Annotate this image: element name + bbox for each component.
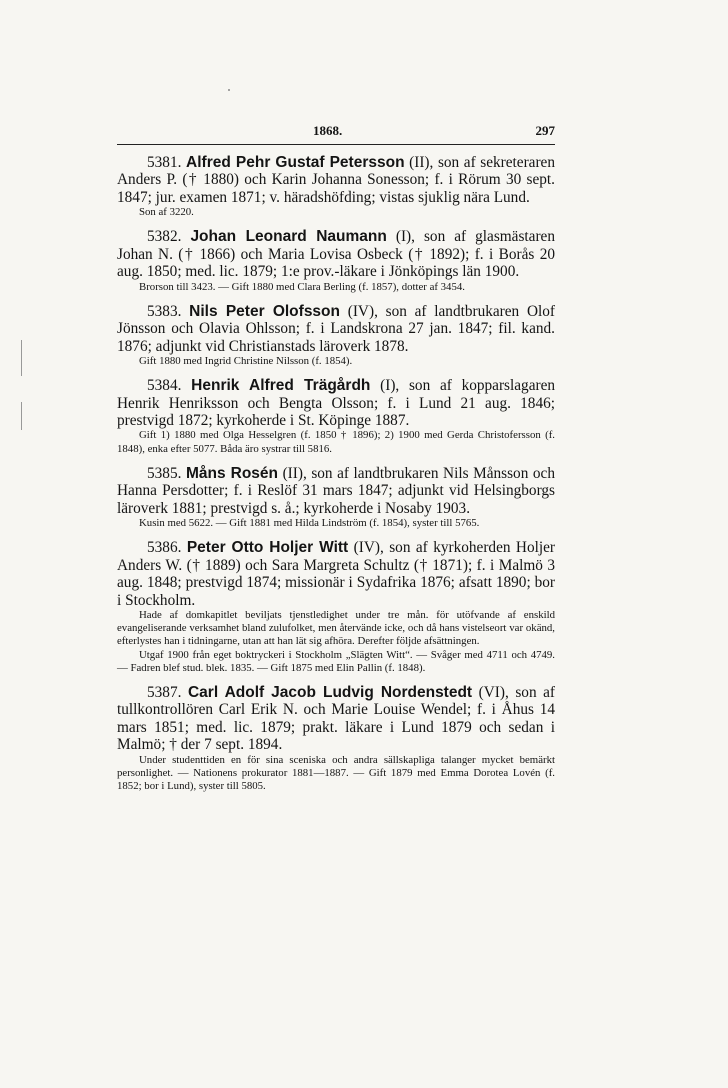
entry-note: Under studenttiden en för sina sceniska och andra sällskapliga talanger mycket bemärkt personlighet. — Nationens prokurator 1881—1887. — Gift 1879 med Emma Dorotea Lovén (f. 1852; bor i Lund), syster till 5805. [117, 753, 555, 792]
page [117, 122, 555, 793]
margin-mark [21, 402, 22, 430]
entry-body: (II), son af sekreteraren Anders P. († 1880) och Karin Johanna Sonesson; f. i Rörum 30 sept. 1847; jur. examen 1871; v. häradshöfding; vistas sjuklig nära Lund. [117, 154, 555, 206]
header-year: 1868. [313, 123, 343, 138]
entry-number: 5382. [147, 228, 182, 246]
entry [117, 684, 555, 793]
entry-text [117, 539, 555, 609]
entry-name: Måns Rosén [185, 464, 279, 482]
entry-number: 5385. [147, 464, 182, 482]
entry-note: Gift 1) 1880 med Olga Hesselgren (f. 1850 † 1896); 2) 1900 med Gerda Christofersson (f. 1848), enka efter 5077. Båda äro systrar till 5816. [117, 429, 555, 455]
entry-note: Son af 3220. [139, 206, 194, 219]
entry-number: 5387. [147, 683, 182, 701]
entry-name: Johan Leonard Naumann [190, 228, 387, 246]
entry-text [117, 465, 555, 517]
entry-number: 5384. [147, 377, 182, 395]
entry-name: Alfred Pehr Gustaf Petersson [186, 154, 405, 171]
entry-body: (IV), son af landtbrukaren Olof Jönsson och Olavia Ohlsson; f. i Landskrona 27 jan. 1847; fil. kand. 1876; adjunkt vid Christianstads läroverk 1878. [117, 302, 555, 355]
entry-body: (VI), son af tullkontrollören Carl Erik N. och Marie Louise Wendel; f. i Åhus 14 mars 1851; med. lic. 1879; prakt. läkare i Lund 1879 och sedan i Malmö; † der 7 sept. 1894. [117, 683, 556, 754]
margin-mark [21, 340, 22, 376]
entry-text [117, 228, 555, 280]
page-number: 297 [535, 123, 555, 138]
entry-number: 5386. [147, 539, 182, 557]
entry-note: Hade af domkapitlet beviljats tjenstledighet under tre mån. för utöfvande af enskild evangeliserande verksamhet bland zulufolket, men återvände icke, och då hans vistelseort var okänd, efterlystes han i tidningarne, utan att han lät sig afhöra. Derefter följde afsättningen. [117, 608, 555, 648]
entry-text [117, 303, 555, 355]
entry-note: Kusin med 5622. — Gift 1881 med Hilda Lindström (f. 1854), syster till 5765. [139, 517, 480, 530]
entry-text [117, 684, 555, 754]
entry-body: (II), son af landtbrukaren Nils Månsson och Hanna Persdotter; f. i Reslöf 31 mars 1847; adjunkt vid Helsingborgs läroverk 1881; prestvigd s. å.; kyrkoherde i Nosaby 1903. [117, 464, 555, 517]
entry-note: Utgaf 1900 från eget boktryckeri i Stockholm „Slägten Witt“. — Svåger med 4711 och 4749. — Fadren blef stud. blek. 1835. — Gift 1875 med Elin Pallin (f. 1848). [117, 648, 555, 674]
entry [117, 303, 555, 368]
running-header [117, 122, 555, 145]
entry-note: Brorson till 3423. — Gift 1880 med Clara Berling (f. 1857), dotter af 3454. [139, 280, 465, 293]
entry-text [117, 377, 555, 429]
entry [117, 377, 555, 456]
entry-number: 5383. [147, 302, 182, 320]
entry [117, 228, 555, 293]
entry-name: Nils Peter Olofsson [189, 302, 340, 320]
pencil-mark [228, 89, 230, 91]
entry-note: Gift 1880 med Ingrid Christine Nilsson (f. 1854). [139, 355, 353, 368]
entry-name: Peter Otto Holjer Witt [186, 539, 349, 557]
entry-text [117, 154, 555, 206]
entry-body: (IV), son af kyrkoherden Holjer Anders W. († 1889) och Sara Margreta Schultz († 1871); f. i Malmö 3 aug. 1848; prestvigd 1874; missionär i Sydafrika 1876; afsatt 1890; bor i Stockholm. [117, 539, 556, 609]
entry-number: 5381. [147, 154, 182, 171]
entry-body: (I), son af glasmästaren Johan N. († 1866) och Maria Lovisa Osbeck († 1892); f. i Borås 20 aug. 1850; med. lic. 1879; 1:e prov.-läkare i Jönköpings län 1900. [117, 228, 555, 281]
entry-name: Carl Adolf Jacob Ludvig Nordenstedt [187, 683, 473, 701]
entry [117, 539, 555, 675]
entry [117, 154, 555, 219]
entry-body: (I), son af kopparslagaren Henrik Henriksson och Bengta Olsson; f. i Lund 21 aug. 1846; prestvigd 1872; kyrkoherde i St. Köpinge 1887. [117, 377, 556, 430]
entry-name: Henrik Alfred Trägårdh [191, 377, 371, 395]
entry [117, 465, 555, 530]
